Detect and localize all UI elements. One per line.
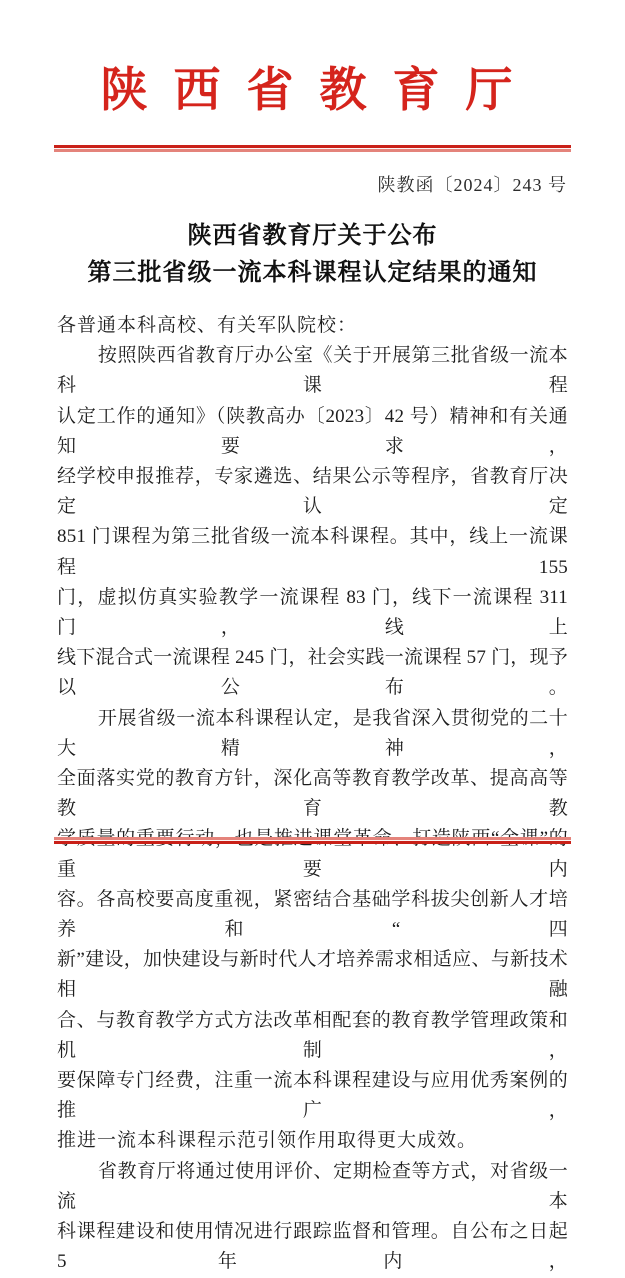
title-line-1: 陕西省教育厅关于公布 (187, 223, 438, 249)
body-line: 全面落实党的教育方针，深化高等教育教学改革、提高高等教育教 (57, 768, 568, 820)
agency-name: 陕西省教育厅 (100, 65, 539, 117)
body-line: 851 门课程为第三批省级一流本科课程。其中，线上一流课程 155 (57, 526, 568, 578)
red-divider-top (54, 145, 571, 152)
body-line: 新”建设，加快建设与新时代人才培养需求相适应、与新技术相融 (57, 949, 568, 1001)
document-title (0, 218, 625, 292)
body-line: 容。各高校要高度重视，紧密结合基础学科拔尖创新人才培养和“四 (57, 888, 568, 941)
title-line-2: 第三批省级一流本科课程认定结果的通知 (87, 260, 538, 286)
body-line: 合、与教育教学方式方法改革相配套的教育教学管理政策和机制， (57, 1009, 568, 1061)
body-line: 推进一流本科课程示范引领作用取得更大成效。 (57, 1130, 478, 1152)
body-line: 线下混合式一流课程 245 门，社会实践一流课程 57 门，现予以公布。 (57, 647, 568, 699)
body-line: 开展省级一流本科课程认定，是我省深入贯彻党的二十大精神， (57, 707, 568, 759)
body-line: 要保障专门经费，注重一流本科课程建设与应用优秀案例的推广， (57, 1070, 568, 1122)
doc-number: 陕教函〔2024〕243 号 (377, 175, 567, 195)
body-line: 按照陕西省教育厅办公室《关于开展第三批省级一流本科课程 (57, 345, 568, 397)
body-line: 经学校申报推荐，专家遴选、结果公示等程序，省教育厅决定认定 (57, 466, 568, 518)
document-body (57, 311, 568, 1278)
body-line-salutation: 各普通本科高校、有关军队院校： (57, 315, 358, 336)
body-line: 门，虚拟仿真实验教学一流课程 83 门，线下一流课程 311 门，线上 (57, 586, 568, 639)
red-divider-bottom (54, 837, 571, 844)
body-line: 重要内 (57, 858, 568, 880)
body-line: 认定工作的通知》（陕教高办〔2023〕42 号）精神和有关通知要求， (57, 405, 568, 457)
body-line: 科课程建设和使用情况进行跟踪监督和管理。自公布之日起 5 年内， (57, 1221, 568, 1273)
body-line: 省教育厅将通过使用评价、定期检查等方式，对省级一流本 (57, 1160, 568, 1212)
